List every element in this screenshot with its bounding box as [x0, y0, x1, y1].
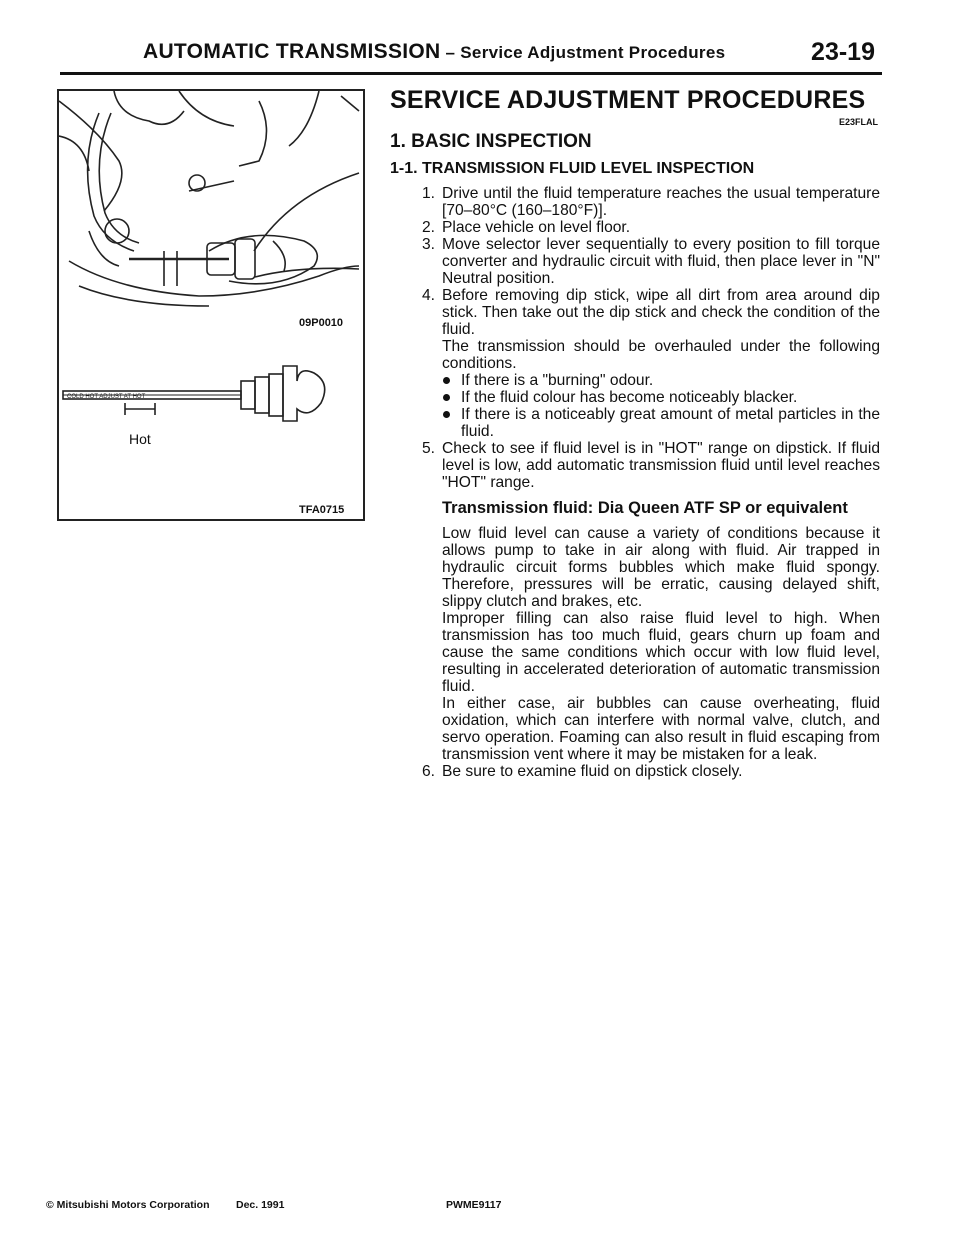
bullet-icon	[443, 377, 450, 384]
bullet-text: If there is a "burning" odour.	[461, 372, 654, 389]
bullet-text: If the fluid colour has become noticeably blacker.	[461, 389, 798, 406]
step-text: Before removing dip stick, wipe all dirt from area around dip stick. Then take out the dip stick and check the condition of the fluid.	[442, 287, 880, 338]
bullet-item	[390, 372, 880, 389]
step-text: Be sure to examine fluid on dipstick closely.	[442, 763, 743, 780]
paragraph: Low fluid level can cause a variety of conditions because it allows pump to take in air along with fluid. Air trapped in hydraulic circuit forms bubbles which make fluid spongy. Therefore, pressures will be erratic, causing delayed shift, slippy clutch and brakes, etc.	[442, 525, 880, 610]
figure-dipstick	[57, 89, 365, 521]
step-number: 4.	[422, 287, 436, 304]
dipstick-illustration	[59, 91, 363, 519]
main-content	[390, 86, 880, 780]
page-header	[143, 40, 883, 70]
step-text: Drive until the fluid temperature reaches the usual temperature [70–80°C (160–180°F)].	[442, 185, 880, 219]
step-number: 5.	[422, 440, 436, 457]
header-rule	[60, 72, 882, 75]
step-text: Check to see if fluid level is in "HOT" range on dipstick. If fluid level is low, add automatic transmission fluid until level reaches "HOT" range.	[442, 440, 880, 491]
footer-doc-id: PWME9117	[446, 1199, 502, 1211]
list-item	[390, 236, 880, 287]
step-number: 3.	[422, 236, 436, 253]
header-title-sub: Service Adjustment Procedures	[460, 43, 726, 62]
bullet-icon	[443, 411, 450, 418]
list-item	[390, 440, 880, 491]
step-number: 2.	[422, 219, 436, 236]
list-item	[390, 287, 880, 338]
bullet-item	[390, 406, 880, 440]
header-title-separator: –	[440, 43, 461, 62]
hot-label: Hot	[129, 431, 151, 447]
step4-note: The transmission should be overhauled under the following conditions.	[442, 338, 880, 372]
list-item	[390, 219, 880, 236]
figure-code-top: 09P0010	[299, 317, 344, 329]
list-item	[390, 763, 880, 780]
subsection-heading: 1-1. TRANSMISSION FLUID LEVEL INSPECTION	[390, 160, 755, 177]
footer-date: Dec. 1991	[236, 1199, 285, 1211]
bullet-item	[390, 389, 880, 406]
footer-copyright: © Mitsubishi Motors Corporation	[46, 1199, 210, 1211]
fluid-spec: Transmission fluid: Dia Queen ATF SP or equivalent	[442, 499, 848, 517]
list-item	[390, 185, 880, 219]
page-number: 23-19	[811, 38, 875, 66]
heading-code: E23FLAL	[838, 117, 878, 127]
step-number: 6.	[422, 763, 436, 780]
dipstick-marks-label: COLD HOT ADJUST AT HOT	[67, 394, 146, 400]
page-heading: SERVICE ADJUSTMENT PROCEDURES	[390, 86, 866, 114]
step-text: Move selector lever sequentially to every position to fill torque converter and hydraulic circuit with fluid, then place lever in "N" Neutral position.	[442, 236, 880, 287]
step-text: Place vehicle on level floor.	[442, 219, 631, 236]
step-number: 1.	[422, 185, 436, 202]
header-title-main: AUTOMATIC TRANSMISSION	[143, 40, 441, 63]
section-heading: 1. BASIC INSPECTION	[390, 131, 592, 152]
bullet-text: If there is a noticeably great amount of metal particles in the fluid.	[461, 406, 880, 440]
header-title	[143, 40, 725, 64]
procedure-steps	[390, 185, 880, 780]
paragraph: In either case, air bubbles can cause overheating, fluid oxidation, which can interfere with normal valve, clutch, and servo operation. Foaming can also result in fluid escaping from transmission vent where it may be mistaken for a leak.	[442, 695, 880, 763]
paragraph: Improper filling can also raise fluid level to high. When transmission has too much fluid, gears churn up foam and cause the same conditions which occur with low fluid level, resulting in accelerated deterioration of automatic transmission fluid.	[442, 610, 880, 695]
figure-code-bottom: TFA0715	[299, 504, 345, 516]
bullet-icon	[443, 394, 450, 401]
